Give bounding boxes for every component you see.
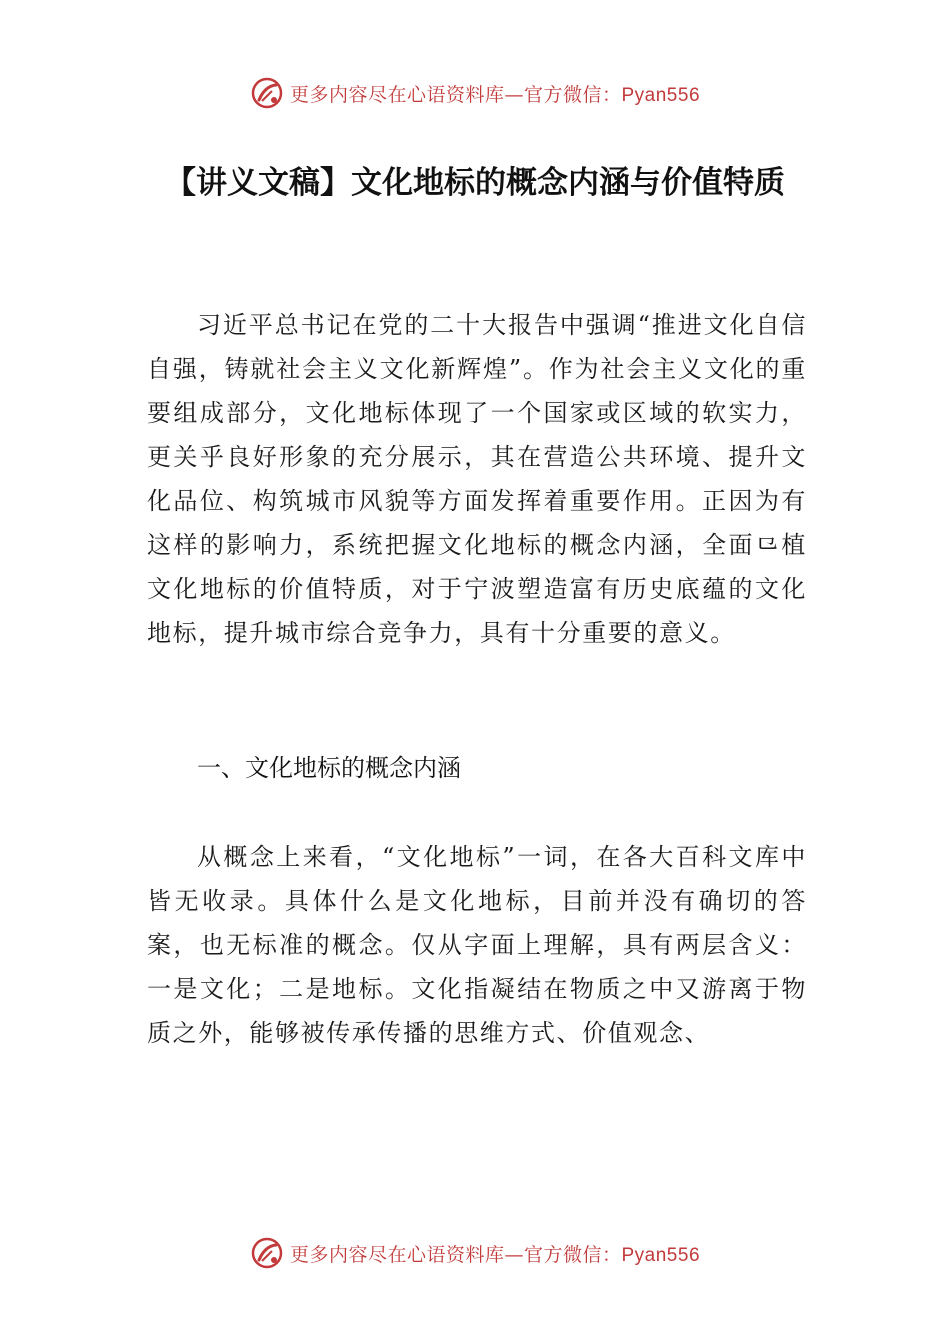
footer-banner bbox=[0, 1233, 950, 1273]
paragraph-concept: 从概念上来看，“文化地标”一词，在各大百科文库中皆无收录。具体什么是文化地标，目前并没有确切的答案，也无标准的概念。仅从字面上理解，具有两层含义：一是文化；二是地标。文化指凝结在物质之中又游离于物质之外，能够被传承传播的思维方式、价值观念、 bbox=[147, 843, 807, 1047]
brand-logo-icon bbox=[250, 1236, 284, 1270]
banner-text: 更多内容尽在心语资料库—官方微信：Pyan556 bbox=[289, 1243, 701, 1266]
section-heading: 一、文化地标的概念内涵 bbox=[197, 754, 461, 782]
wechat-id: Pyan556 bbox=[621, 84, 701, 106]
header-banner bbox=[0, 73, 950, 113]
document-title: 【讲义文稿】文化地标的概念内涵与价值特质 bbox=[165, 165, 785, 201]
banner-text: 更多内容尽在心语资料库—官方微信：Pyan556 bbox=[289, 83, 701, 106]
brand-logo-icon bbox=[250, 76, 284, 110]
paragraph-intro: 习近平总书记在党的二十大报告中强调“推进文化自信自强，铸就社会主义文化新辉煌”。作为社会主义文化的重要组成部分，文化地标体现了一个国家或区域的软实力，更关乎良好形象的充分展示，其在营造公共环境、提升文化品位、构筑城市风貌等方面发挥着重要作用。正因为有这样的影响力，系统把握文化地标的概念内涵，全面⺋植文化地标的价值特质，对于宁波塑造富有历史底蕴的文化地标，提升城市综合竞争力，具有十分重要的意义。 bbox=[147, 311, 807, 647]
wechat-id: Pyan556 bbox=[621, 1244, 701, 1266]
